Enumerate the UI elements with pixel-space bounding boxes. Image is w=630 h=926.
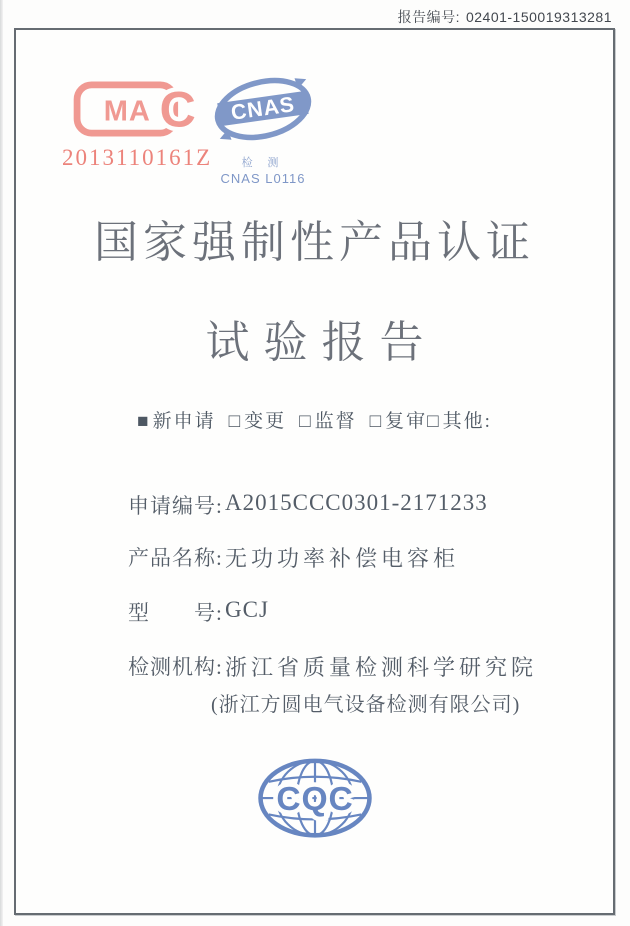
- cnas-logo-block: [208, 70, 318, 186]
- cqc-logo-icon: [256, 756, 374, 842]
- document-title: 国家强制性产品认证: [94, 218, 535, 267]
- cma-c-letter: C: [159, 81, 196, 138]
- page-border-frame: [14, 28, 615, 915]
- checkbox-empty-icon: □: [299, 411, 313, 432]
- field-value-line2: (浙江方圆电气设备检测有限公司): [211, 694, 521, 716]
- checkbox-supervision: [299, 406, 357, 433]
- field-model: [128, 597, 588, 627]
- checkbox-empty-icon: □: [427, 411, 441, 432]
- fields-block: [128, 490, 588, 717]
- checkbox-empty-icon: □: [228, 411, 243, 432]
- checkbox-empty-icon: □: [369, 411, 384, 432]
- cqc-logo-block: [16, 756, 613, 847]
- cnas-accreditation-code: CNAS L0116: [220, 171, 306, 186]
- report-number-label: 报告编号:: [397, 9, 460, 25]
- checkbox-label: 监督: [314, 411, 357, 432]
- cqc-letters: CQC: [275, 780, 354, 818]
- cma-license-number: 2013110161Z: [62, 145, 213, 170]
- field-label: 申请编号:: [128, 494, 223, 518]
- field-application-number: [128, 490, 588, 520]
- field-value: A2015CCC0301-2171233: [225, 490, 488, 515]
- cnas-letters: CNAS: [229, 92, 297, 125]
- document-subtitle: 试验报告: [205, 318, 438, 367]
- checkbox-other: [427, 406, 492, 433]
- field-value: GCJ: [225, 597, 269, 622]
- field-label: 产品名称:: [128, 546, 223, 570]
- checkbox-label: 其他:: [442, 411, 492, 432]
- field-value: 无功功率补偿电容柜: [225, 546, 460, 571]
- application-type-row: [16, 406, 613, 433]
- checkbox-label: 复审: [385, 411, 428, 432]
- cma-logo-icon: [73, 80, 201, 138]
- cnas-caption-chinese: 检 测: [241, 157, 285, 169]
- checkbox-review: [370, 406, 428, 433]
- cma-letters: MA: [103, 95, 151, 128]
- cma-logo-block: [62, 80, 212, 171]
- checkbox-new-application: [137, 406, 216, 433]
- checkbox-label: 变更: [244, 411, 287, 432]
- report-number-value: 02401-150019313281: [465, 9, 612, 25]
- field-product-name: [128, 542, 588, 573]
- cnas-logo-icon: [212, 70, 314, 148]
- field-value: 浙江省质量检测科学研究院: [225, 655, 538, 680]
- field-value-group: [211, 651, 538, 717]
- field-test-agency: [128, 651, 588, 717]
- report-number: [398, 7, 612, 27]
- checkbox-label: 新申请: [152, 411, 216, 432]
- field-label: 检测机构:: [128, 655, 223, 679]
- checkbox-change: [229, 406, 287, 433]
- field-label: 型 号:: [128, 601, 223, 625]
- scan-edge-shadow: [0, 0, 3, 926]
- checkbox-filled-icon: ■: [137, 411, 151, 432]
